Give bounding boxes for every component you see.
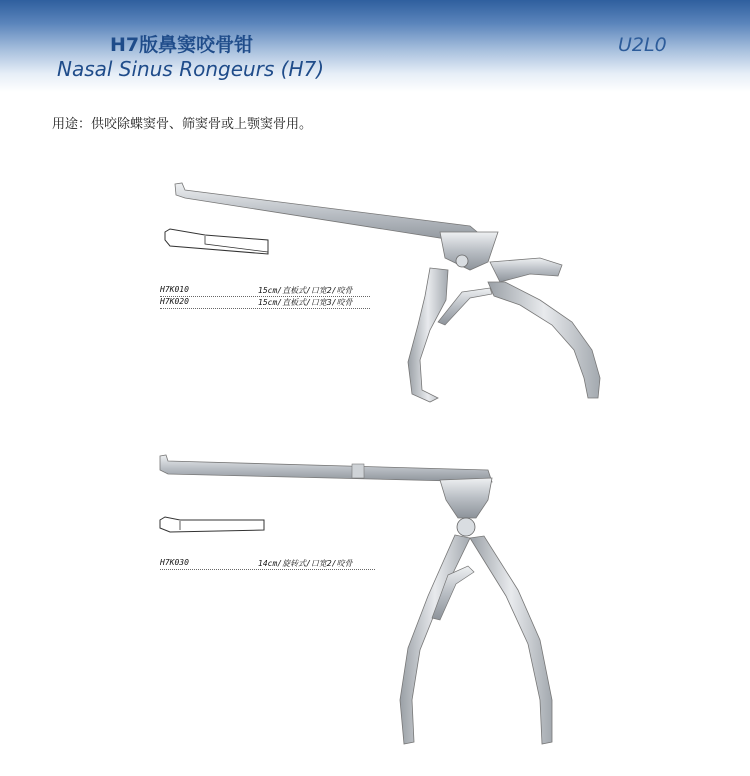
product-desc: 15cm/直板式/口宽2/咬骨 [258, 286, 353, 295]
usage-text: 用途：供咬除蝶窦骨、筛窦骨或上颚窦骨用。 [52, 117, 313, 132]
product-code: H7K030 [160, 558, 189, 567]
product-code: H7K010 [160, 285, 189, 294]
rongeur-image-straight [165, 183, 600, 402]
product-code: H7K020 [160, 297, 189, 306]
product-desc: 14cm/旋转式/口宽2/咬骨 [258, 559, 353, 568]
catalog-code: U2L0 [618, 34, 667, 56]
page-title-en: Nasal Sinus Rongeurs (H7) [57, 57, 325, 81]
product-desc: 15cm/直板式/口宽3/咬骨 [258, 298, 353, 307]
rongeur-image-rotating [160, 455, 552, 744]
page-title-cn: H7版鼻窦咬骨钳 [110, 34, 254, 56]
